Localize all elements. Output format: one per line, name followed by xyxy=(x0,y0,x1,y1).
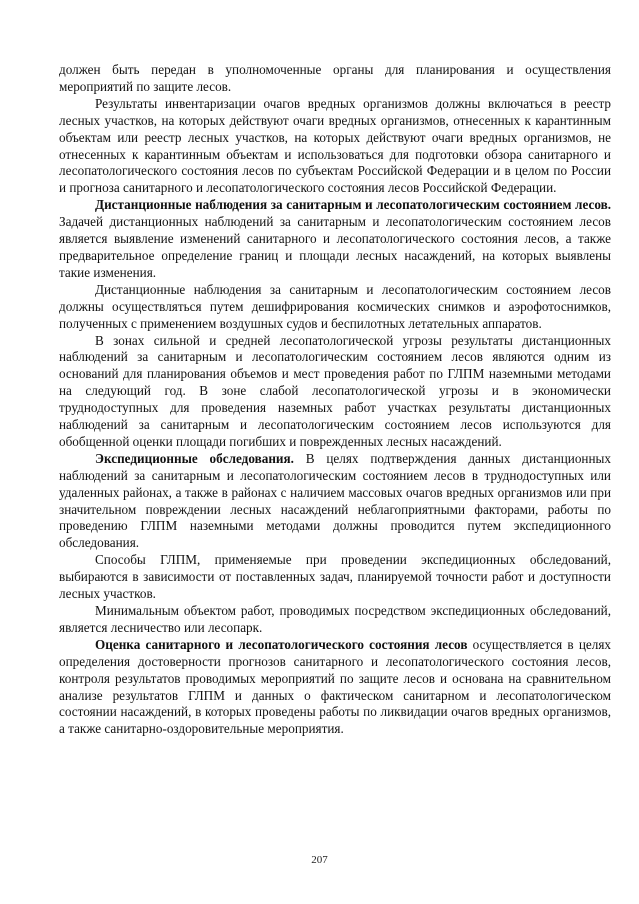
page-number: 207 xyxy=(311,854,328,866)
paragraph-text: Результаты инвентаризации очагов вредных организмов должны включаться в реестр лесных участков, на которых действуют очаги вредных организмов, отнесенных к карантинным объектам или реестр лесных участков, на которых действуют очаги вредных организмов, не отнесенных к карантинным объектам и использоваться для подготовки обзора санитарного и лесопатологического состояния лесов по субъектам Российской Федерации и в целом по России и прогноза санитарного и лесопатологического состояния лесов Российской Федерации. xyxy=(59,95,611,196)
paragraph-remote-methods xyxy=(59,282,611,333)
paragraph-inventory-results xyxy=(59,96,611,197)
paragraph-threat-zones xyxy=(59,333,611,451)
paragraph-text: В зонах сильной и средней лесопатологической угрозы результаты дистанционных наблюдений за санитарным и лесопатологическим состоянием лесов являются одним из оснований для планирования объемов и мест проведения работ по ГЛПМ наземными методами на следующий год. В зоне слабой лесопатологической угрозы и в экономически труднодоступных для проведения наземных работ участках результаты дистанционных наблюдений за санитарным и лесопатологическим состоянием лесов используются для обобщенной оценки площади погибших и поврежденных лесных насаждений. xyxy=(59,332,611,449)
paragraph-minimal-object xyxy=(59,603,611,637)
paragraph-remote-observations xyxy=(59,197,611,282)
paragraph-text: Дистанционные наблюдения за санитарным и лесопатологическим состоянием лесов должны осуществляться путем дешифрирования космических снимков и аэрофотоснимков, полученных с применением воздушных судов и беспилотных летательных аппаратов. xyxy=(59,281,611,331)
section-heading: Экспедиционные обследования. xyxy=(95,450,294,466)
paragraph-text: В целях подтверждения данных дистанционных наблюдений за санитарным и лесопатологическим состоянием лесов в труднодоступных или удаленных районах, а также в районах с наличием массовых очагов вредных организмов или при значительном повреждении лесных насаждений неблагоприятными факторами, работы по проведению ГЛПМ наземными методами должны проводится путем экспедиционного обследования. xyxy=(59,450,611,551)
paragraph-text: Минимальным объектом работ, проводимых посредством экспедиционных обследований, является лесничество или лесопарк. xyxy=(59,603,611,635)
paragraph-text: Способы ГЛПМ, применяемые при проведении экспедиционных обследований, выбираются в зависимости от поставленных задач, планируемой точности работ и доступности лесных участков. xyxy=(59,552,611,602)
paragraph-text: осуществляется в целях определения достоверности прогнозов санитарного и лесопатологического состояния лесов, контроля результатов проводимых мероприятий по защите лесов и основана на сравнительном анализе результатов ГЛПМ и данных о фактическом санитарном и лесопатологическом состоянии насаждений, в которых проведены работы по ликвидации очагов вредных организмов, а также санитарно-оздоровительные мероприятия. xyxy=(59,636,611,737)
paragraph-continuation xyxy=(59,62,611,96)
paragraph-expeditionary-surveys xyxy=(59,451,611,552)
section-heading: Оценка санитарного и лесопатологического состояния лесов xyxy=(95,636,468,652)
paragraph-text: должен быть передан в уполномоченные органы для планирования и осуществления мероприятий по защите лесов. xyxy=(59,62,611,94)
paragraph-text: Задачей дистанционных наблюдений за санитарным и лесопатологическим состоянием лесов является выявление изменений санитарного и лесопатологического состояния лесов, а также предварительное определение границ и площади лесных насаждений, на которых выявлены такие изменения. xyxy=(59,214,611,280)
paragraph-survey-methods xyxy=(59,552,611,603)
paragraph-condition-assessment xyxy=(59,637,611,738)
section-heading: Дистанционные наблюдения за санитарным и лесопатологическим состоянием лесов. xyxy=(95,197,611,213)
document-body xyxy=(59,62,611,738)
